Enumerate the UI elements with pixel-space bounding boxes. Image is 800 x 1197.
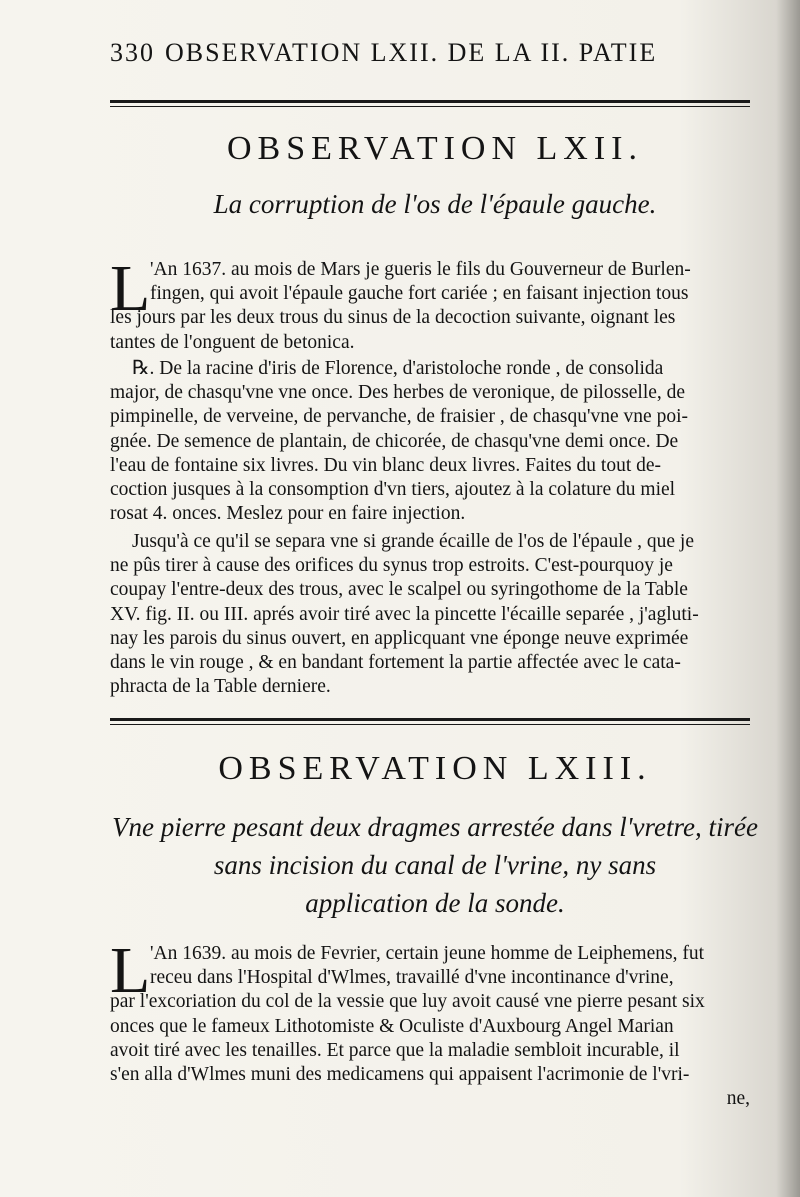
running-head-title: OBSERVATION LXII. DE LA II. PATIE [165,38,658,67]
text-line: pimpinelle, de verveine, de pervanche, de fraisier , de chasqu'vne vne poi- [110,406,688,428]
observation-62-paragraph-2 [110,357,750,526]
text-line: onces que le fameux Lithotomiste & Oculiste d'Auxbourg Angel Marian [110,1015,674,1037]
observation-62-paragraph-3 [110,530,750,699]
text-line: coction jusques à la consomption d'vn tiers, ajoutez à la colature du miel [110,479,676,501]
text-line: coupay l'entre-deux des trous, avec le scalpel ou syringothome de la Table [110,579,688,601]
text-line: 'An 1637. au mois de Mars je gueris le fils du Gouverneur de Burlen- [150,259,691,280]
observation-63-paragraph-1 [110,942,750,1111]
text-line: gnée. De semence de plantain, de chicorée, de chasqu'vne demi once. De [110,430,679,452]
text-line: Jusqu'à ce qu'il se separa vne si grande écaille de l'os de l'épaule , que je [132,531,695,552]
text-line: XV. fig. II. ou III. aprés avoir tiré avec la pincette l'écaille separée , j'agluti- [110,603,699,625]
text-line: fingen, qui avoit l'épaule gauche fort cariée ; en faisant injection tous [150,283,689,305]
running-head [110,38,790,68]
text-line: tantes de l'onguent de betonica. [110,331,355,353]
header-rule-thin [110,106,750,107]
text-line: dans le vin rouge , & en bandant fortement la partie affectée avec le cata- [110,652,681,674]
text-line: par l'excoriation du col de la vessie que luy avoit causé vne pierre pesant six [110,991,705,1013]
text-line: ne, [726,1088,750,1110]
text-line: receu dans l'Hospital d'Wlmes, travaillé d'vne incontinance d'vrine, [150,967,674,989]
observation-62-dropcap: L [110,252,151,325]
text-line: phracta de la Table derniere. [110,676,331,698]
section-rule-thin [110,724,750,725]
observation-62-paragraph-1 [110,252,750,355]
text-line: avoit tiré avec les tenailles. Et parce que la maladie sembloit incurable, il [110,1039,680,1061]
text-line: s'en alla d'Wlmes muni des medicamens qui appaisent l'acrimonie de l'vri- [110,1064,690,1086]
text-line: ne pûs tirer à cause des orifices du synus trop estroits. C'est-pourquoy je [110,555,673,577]
observation-63-title: OBSERVATION LXIII. [218,750,652,787]
section-rule [110,718,750,721]
observation-63-dropcap: L [110,934,151,1007]
text-line: nay les parois du sinus ouvert, en applicquant vne éponge neuve exprimée [110,627,689,649]
text-line: rosat 4. onces. Meslez pour en faire injection. [110,503,466,525]
observation-63-subtitle-line: Vne pierre pesant deux dragmes arrestée dans l'vretre, tirée [112,812,758,842]
text-line: ℞. De la racine d'iris de Florence, d'aristoloche ronde , de consolida [132,358,664,379]
observation-63-subtitle-line: sans incision du canal de l'vrine, ny sans [213,850,657,880]
observation-62-subtitle: La corruption de l'os de l'épaule gauche. [213,189,657,219]
observation-63-subtitle [95,808,775,922]
text-line: l'eau de fontaine six livres. Du vin blanc deux livres. Faites du tout de- [110,454,662,476]
text-line: major, de chasqu'vne vne once. Des herbes de veronique, de pilosselle, de [110,382,686,404]
page-number: 330 [110,38,155,67]
text-line: les jours par les deux trous du sinus de la decoction suivante, oignant les [110,307,676,329]
observation-63-subtitle-line: application de la sonde. [305,888,565,918]
text-line: 'An 1639. au mois de Fevrier, certain jeune homme de Leiphemens, fut [150,943,704,964]
header-rule [110,100,750,103]
observation-62-title: OBSERVATION LXII. [227,130,643,167]
